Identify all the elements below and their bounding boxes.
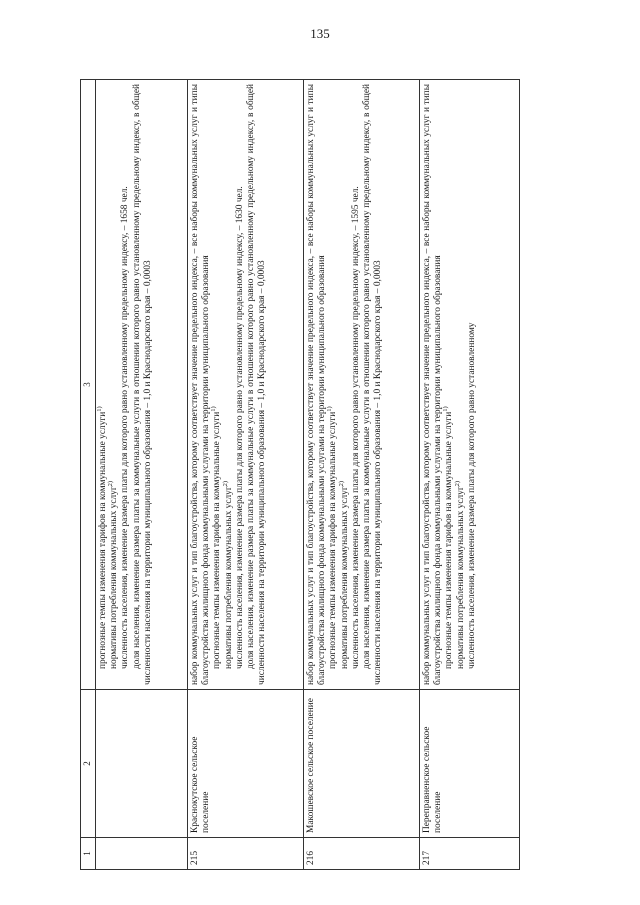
footnote-marker: 1) bbox=[95, 406, 103, 412]
paragraph-text: нормативы потребления коммунальных услуг bbox=[223, 486, 234, 669]
footnote-marker: 1) bbox=[326, 406, 334, 412]
content-paragraph bbox=[212, 84, 223, 685]
row-name-cell: Макошевское сельское поселение bbox=[304, 690, 420, 838]
content-paragraph bbox=[351, 84, 362, 685]
content-paragraph bbox=[328, 84, 339, 685]
row-number-cell: 215 bbox=[188, 838, 304, 870]
paragraph-text: набор коммунальных услуг и тип благоустройства, которому соответствует значение предельного индекса, – все наборы коммунальных услуг и типы благоустройства жилищного фонда коммунальными услугами на территории муниципального образования bbox=[306, 84, 328, 685]
content-paragraph bbox=[246, 84, 268, 685]
row-name-cell: Переправненское сельское поселение bbox=[420, 690, 520, 838]
document-table bbox=[80, 79, 520, 870]
row-name-cell bbox=[96, 690, 188, 838]
header-col-1: 1 bbox=[81, 838, 96, 870]
row-content-cell bbox=[96, 80, 188, 690]
paragraph-text: нормативы потребления коммунальных услуг bbox=[339, 486, 350, 669]
content-paragraph bbox=[467, 84, 478, 685]
paragraph-text: прогнозные темпы изменения тарифов на коммунальные услуги bbox=[328, 411, 339, 669]
footnote-marker: 2) bbox=[107, 480, 115, 487]
rotated-table-container bbox=[80, 80, 520, 870]
table-row bbox=[304, 80, 420, 870]
paragraph-text: численность населения, изменение размера платы для которого равно установленному предельному индексу, – 1630 чел. bbox=[234, 186, 245, 669]
paragraph-text: набор коммунальных услуг и тип благоустройства, которому соответствует значение предельного индекса, – все наборы коммунальных услуг и типы благоустройства жилищного фонда коммунальными услугами на территории муниципального образования bbox=[190, 84, 212, 685]
paragraph-text: численность населения, изменение размера платы для которого равно установленному bbox=[466, 322, 477, 669]
paragraph-text: прогнозные темпы изменения тарифов на коммунальные услуги bbox=[98, 411, 108, 669]
footnote-marker: 2) bbox=[337, 480, 345, 487]
content-paragraph bbox=[132, 84, 154, 685]
paragraph-text: численность населения, изменение размера платы для которого равно установленному предельному индексу, – 1595 чел. bbox=[350, 186, 361, 669]
row-name-cell: Краснокутское сельское поселение bbox=[188, 690, 304, 838]
content-paragraph bbox=[444, 84, 455, 685]
content-paragraph bbox=[453, 84, 467, 685]
footnote-marker: 2) bbox=[453, 480, 461, 487]
content-paragraph bbox=[235, 84, 246, 685]
content-paragraph bbox=[109, 84, 120, 685]
footnote-marker: 2) bbox=[221, 480, 229, 487]
content-paragraph bbox=[221, 84, 235, 685]
content-paragraph bbox=[95, 84, 109, 685]
paragraph-text: нормативы потребления коммунальных услуг bbox=[109, 486, 120, 669]
content-paragraph bbox=[422, 84, 444, 685]
paragraph-text: прогнозные темпы изменения тарифов на коммунальные услуги bbox=[444, 411, 455, 669]
row-content-cell bbox=[304, 80, 420, 690]
paragraph-text: нормативы потребления коммунальных услуг bbox=[455, 486, 466, 669]
content-paragraph bbox=[362, 84, 384, 685]
table-row bbox=[420, 80, 520, 870]
paragraph-text: прогнозные темпы изменения тарифов на коммунальные услуги bbox=[212, 411, 223, 669]
paragraph-text: доля населения, изменение размера платы за коммунальные услуги в отношении которого равно установленному предельному индексу, в общей численности населения на территории муниципального образования – 1,0 и Краснодарского края – 0,0003 bbox=[246, 84, 268, 685]
footnote-marker: 1) bbox=[442, 406, 450, 412]
row-number-cell: 216 bbox=[304, 838, 420, 870]
row-number-cell bbox=[96, 838, 188, 870]
row-number-cell: 217 bbox=[420, 838, 520, 870]
paragraph-text: численность населения, изменение размера платы для которого равно установленному предельному индексу, – 1658 чел. bbox=[120, 186, 131, 669]
table-header-row bbox=[81, 80, 96, 870]
content-paragraph bbox=[120, 84, 131, 685]
paragraph-text: набор коммунальных услуг и тип благоустройства, которому соответствует значение предельного индекса, – все наборы коммунальных услуг и типы благоустройства жилищного фонда коммунальными услугами на территории муниципального образования bbox=[422, 84, 444, 685]
content-paragraph bbox=[337, 84, 351, 685]
table-row-continuation bbox=[96, 80, 188, 870]
header-col-3: 3 bbox=[81, 80, 96, 690]
row-content-cell bbox=[420, 80, 520, 690]
page-number: 135 bbox=[310, 26, 330, 41]
footnote-marker: 1) bbox=[210, 406, 218, 412]
table-row bbox=[188, 80, 304, 870]
header-col-2: 2 bbox=[81, 690, 96, 838]
paragraph-text: доля населения, изменение размера платы за коммунальные услуги в отношении которого равно установленному предельному индексу, в общей численности населения на территории муниципального образования – 1,0 и Краснодарского края – 0,0003 bbox=[362, 84, 384, 685]
content-paragraph bbox=[306, 84, 328, 685]
content-paragraph bbox=[190, 84, 212, 685]
paragraph-text: доля населения, изменение размера платы за коммунальные услуги в отношении которого равно установленному предельному индексу, в общей численности населения на территории муниципального образования – 1,0 и Краснодарского края – 0,0003 bbox=[131, 84, 153, 685]
row-content-cell bbox=[188, 80, 304, 690]
